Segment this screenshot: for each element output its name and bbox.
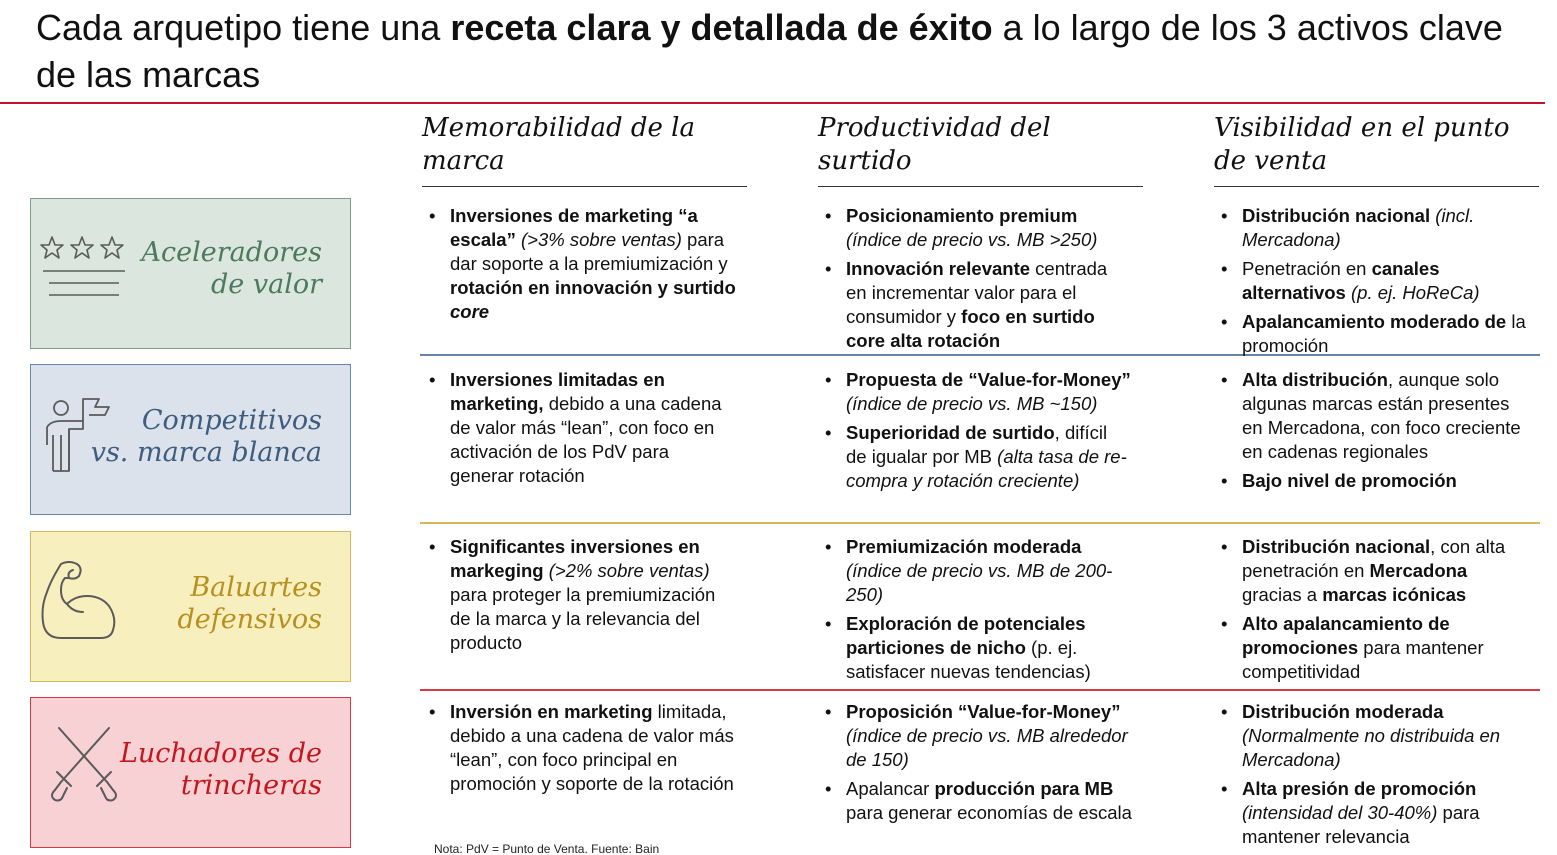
bullet-text: (índice de precio vs. MB ~150): [846, 393, 1098, 414]
bullet-text: , difícil de igualar por MB: [846, 422, 1108, 467]
cell-luchadores-memorabilidad: [426, 700, 736, 801]
bullet-text: (intensidad del 30-40%): [1242, 802, 1438, 823]
bullet-text: Superioridad de surtido: [846, 422, 1055, 443]
bullet-text: Distribución nacional: [1242, 536, 1431, 557]
three-stars-icon: [39, 235, 129, 301]
archetype-line2: de valor: [211, 269, 322, 300]
cell-competitivos-visibilidad: [1218, 368, 1528, 498]
bullet-text: (Normalmente no distribuida en Mercadona): [1242, 725, 1501, 770]
bullet-text: Distribución moderada: [1242, 701, 1444, 722]
footnote: Nota: PdV = Punto de Venta. Fuente: Bain: [434, 842, 660, 855]
bullet-item: [1218, 535, 1528, 607]
archetype-baluartes: [30, 531, 351, 682]
bullet-text: (p. ej. satisfacer nuevas tendencias): [846, 637, 1091, 682]
archetype-line1: Competitivos: [141, 405, 322, 436]
bullet-text: (>3% sobre ventas): [515, 229, 682, 250]
bullet-item: [822, 257, 1132, 353]
bullet-text: marcas icónicas: [1322, 584, 1467, 605]
title-divider: [0, 102, 1545, 104]
archetype-name: [120, 738, 322, 802]
archetype-luchadores: [30, 697, 351, 848]
bullet-text: la promoción: [1242, 311, 1526, 356]
cell-competitivos-memorabilidad: [426, 368, 736, 493]
bullet-text: Propuesta de “Value-for-Money”: [846, 369, 1131, 390]
bullet-text: (>2% sobre ventas): [543, 560, 710, 581]
bullet-item: [822, 612, 1132, 684]
archetype-name: [91, 405, 322, 469]
bullet-text: (índice de precio vs. MB de 200-250): [846, 560, 1113, 605]
bullet-text: canales alternativos: [1242, 258, 1440, 303]
bullet-text: Inversiones limitadas en marketing,: [450, 369, 665, 414]
bullet-text: foco en surtido core alta rotación: [846, 306, 1095, 351]
archetype-line2: defensivos: [177, 604, 322, 635]
bullet-text: Innovación relevante: [846, 258, 1031, 279]
bullet-text: gracias a: [1242, 584, 1323, 605]
bullet-text: centrada en incrementar valor para el consumidor y: [846, 258, 1108, 327]
bullet-text: para generar economías de escala: [846, 802, 1132, 823]
bullet-text: (índice de precio vs. MB >250): [846, 229, 1098, 250]
bullet-item: [1218, 368, 1528, 464]
bullet-text: (p. ej. HoReCa): [1345, 282, 1480, 303]
bullet-item: [822, 535, 1132, 607]
bullet-text: (alta tasa de re-compra y rotación creciente): [846, 446, 1127, 491]
bullet-item: [1218, 700, 1528, 772]
row-divider: [420, 522, 1540, 524]
cell-aceleradores-productividad: [822, 204, 1132, 358]
flexed-arm-icon: [39, 558, 129, 642]
bullet-item: [822, 368, 1132, 416]
bullet-text: Apalancar: [846, 778, 935, 799]
title-bold: receta clara y detallada de éxito: [450, 7, 993, 48]
cell-luchadores-productividad: [822, 700, 1132, 830]
bullet-item: [1218, 310, 1528, 358]
cell-luchadores-visibilidad: [1218, 700, 1528, 854]
archetype-line1: Aceleradores: [141, 237, 322, 268]
bullet-item: [1218, 204, 1528, 252]
column-header-productividad: Productividad del surtido: [818, 112, 1143, 187]
bullet-item: [426, 204, 736, 324]
bullet-text: core: [450, 301, 490, 322]
bullet-text: Proposición “Value-for-Money”: [846, 701, 1121, 722]
row-divider: [420, 689, 1540, 691]
bullet-text: para proteger la premiumización de la marca y la relevancia del producto: [450, 584, 716, 653]
cell-competitivos-productividad: [822, 368, 1132, 498]
archetype-name: [178, 572, 322, 636]
archetype-line1: Luchadores de: [119, 738, 322, 769]
bullet-text: para mantener relevancia: [1242, 802, 1480, 847]
bullet-text: debido a una cadena de valor más “lean”, con foco en activación de los PdV para generar rotación: [450, 393, 722, 486]
archetype-competitivos: [30, 364, 351, 515]
bullet-text: Alta distribución: [1242, 369, 1388, 390]
bullet-item: [426, 368, 736, 488]
title-part1: Cada arquetipo tiene una: [36, 7, 451, 48]
bullet-text: Apalancamiento moderado de: [1242, 311, 1507, 332]
bullet-item: [1218, 469, 1528, 493]
bullet-text: Distribución nacional: [1242, 205, 1431, 226]
cell-aceleradores-memorabilidad: [426, 204, 736, 329]
bullet-text: Alto apalancamiento de promociones: [1242, 613, 1450, 658]
bullet-text: Bajo nivel de promoción: [1242, 470, 1457, 491]
archetype-line2: vs. marca blanca: [90, 437, 322, 468]
bullet-item: [822, 777, 1132, 825]
cell-aceleradores-visibilidad: [1218, 204, 1528, 363]
bullet-text: (índice de precio vs. MB alrededor de 150): [846, 725, 1128, 770]
bullet-text: , con alta penetración en: [1242, 536, 1506, 581]
page-title: [36, 4, 1526, 98]
cell-baluartes-memorabilidad: [426, 535, 736, 660]
bullet-text: , aunque solo algunas marcas están presentes en Mercadona, con foco creciente en cadenas regionales: [1242, 369, 1521, 462]
bullet-text: Inversiones de marketing “a escala”: [450, 205, 698, 250]
bullet-item: [822, 421, 1132, 493]
bullet-text: Posicionamiento premium: [846, 205, 1078, 226]
bullet-text: Alta presión de promoción: [1242, 778, 1477, 799]
bullet-text: rotación en innovación y surtido: [450, 277, 736, 298]
bullet-text: producción para MB: [934, 778, 1114, 799]
bullet-text: (incl. Mercadona): [1242, 205, 1475, 250]
column-header-memorabilidad: Memorabilidad de la marca: [422, 112, 747, 187]
column-header-visibilidad: Visibilidad en el punto de venta: [1214, 112, 1539, 187]
bullet-text: Exploración de potenciales particiones de nicho: [846, 613, 1086, 658]
bullet-item: [426, 535, 736, 655]
bullet-text: Mercadona: [1369, 560, 1468, 581]
bullet-item: [822, 700, 1132, 772]
archetype-name: [142, 237, 323, 301]
crossed-swords-icon: [39, 724, 129, 804]
cell-baluartes-productividad: [822, 535, 1132, 689]
bullet-item: [1218, 257, 1528, 305]
bullet-text: para dar soporte a la premiumización y: [450, 229, 728, 274]
bullet-text: Significantes inversiones en markeging: [450, 536, 700, 581]
bullet-item: [822, 204, 1132, 252]
bullet-item: [1218, 777, 1528, 849]
bullet-text: Premiumización moderada: [846, 536, 1082, 557]
bullet-text: Penetración en: [1242, 258, 1372, 279]
archetype-aceleradores: [30, 198, 351, 349]
archetype-line1: Baluartes: [190, 572, 322, 603]
bullet-text: Inversión en marketing: [450, 701, 653, 722]
archetype-line2: trincheras: [180, 770, 322, 801]
bullet-item: [426, 700, 736, 796]
bullet-item: [1218, 612, 1528, 684]
title-part2: a lo largo de los 3 activos clave de las marcas: [36, 7, 1503, 95]
bullet-text: limitada, debido a una cadena de valor más “lean”, con foco principal en promoción y soporte de la rotación: [450, 701, 734, 794]
cell-baluartes-visibilidad: [1218, 535, 1528, 689]
bullet-text: para mantener competitividad: [1242, 637, 1484, 682]
